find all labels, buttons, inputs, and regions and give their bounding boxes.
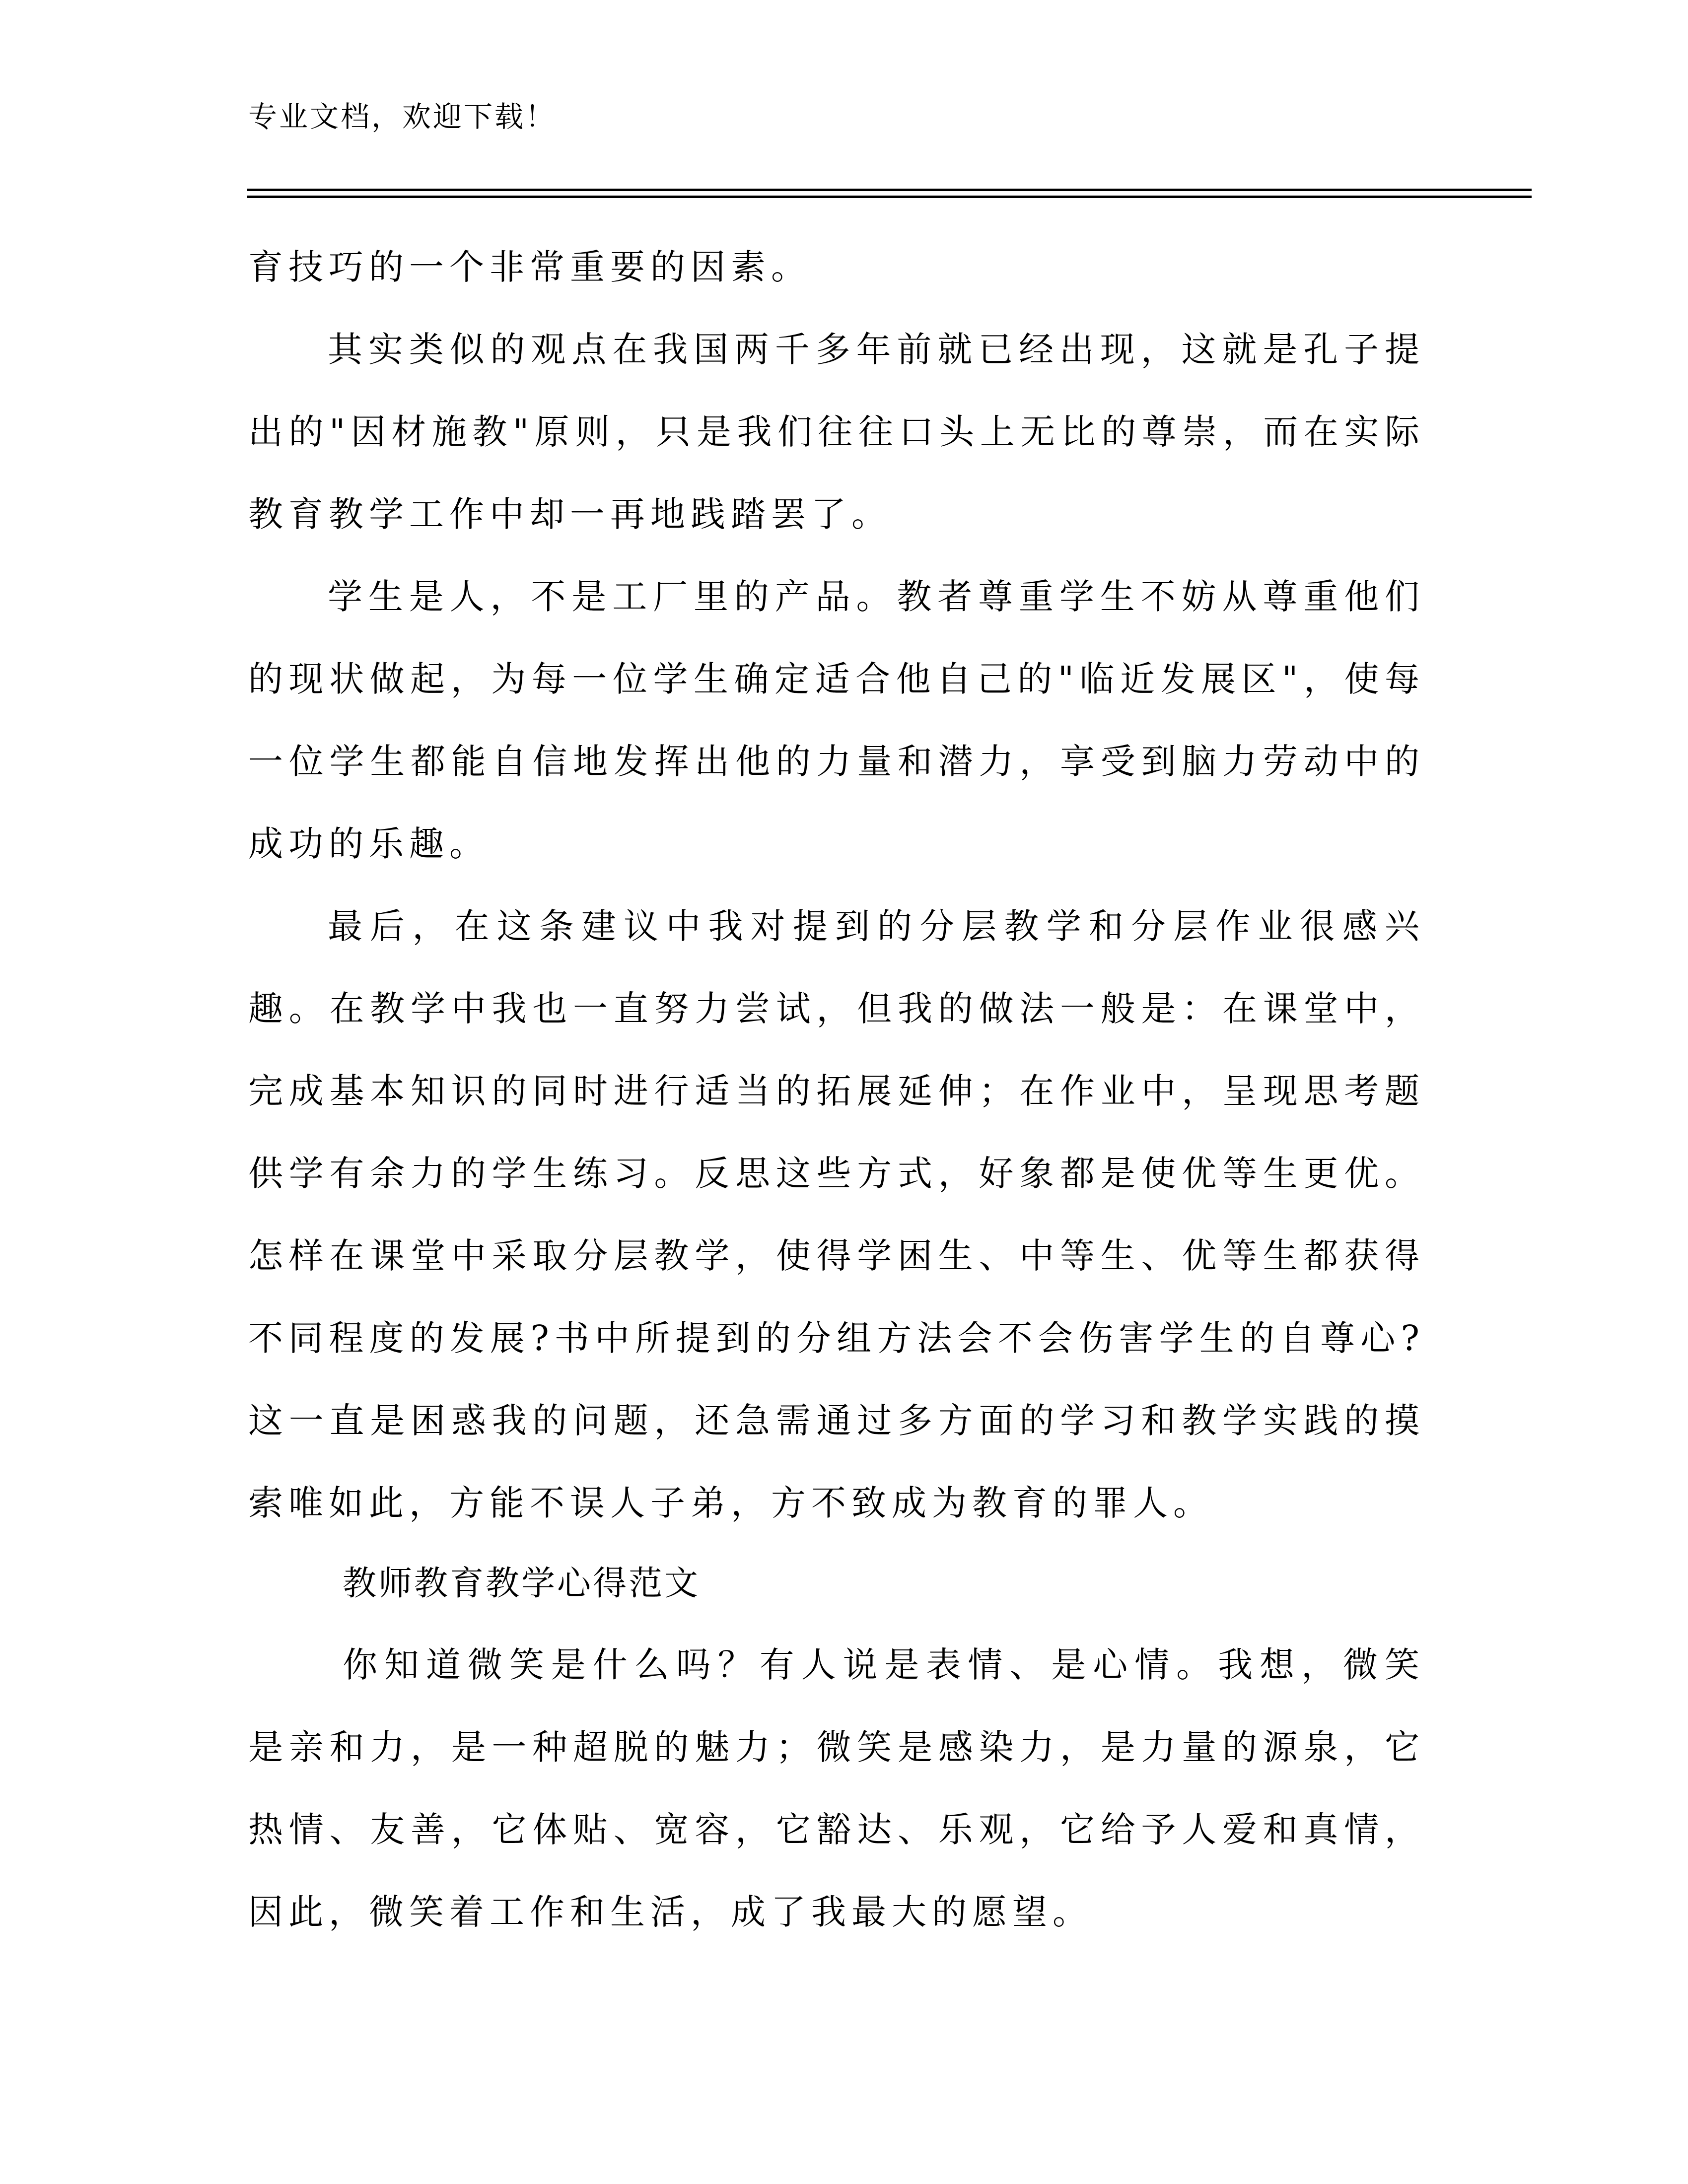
paragraph: 最后，在这条建议中我对提到的分层教学和分层作业很感兴趣。在教学中我也一直努力尝试，但我的做法一般是：在课堂中，完成基本知识的同时进行适当的拓展延伸；在作业中，呈现思考题供学有余力的学生练习。反思这些方式，好象都是使优等生更优。怎样在课堂中采取分层教学，使得学困生、中等生、优等生都获得不同程度的发展?书中所提到的分组方法会不会伤害学生的自尊心?这一直是困惑我的问题，还急需通过多方面的学习和教学实践的摸索唯如此，方能不误人子弟，方不致成为教育的罪人。: [248, 906, 1425, 1523]
paragraph-continued: 育技巧的一个非常重要的因素。: [248, 247, 811, 287]
section-heading: 教师教育教学心得范文: [343, 1564, 701, 1603]
header-rule-bottom: [247, 196, 1532, 198]
header-rule-top: [247, 189, 1532, 191]
paragraph: 学生是人，不是工厂里的产品。教者尊重学生不妨从尊重他们的现状做起，为每一位学生确定适合他自己的"临近发展区"，使每一位学生都能自信地发挥出他的力量和潜力，享受到脑力劳动中的成功的乐趣。: [248, 576, 1425, 864]
document-body: [248, 226, 1425, 1953]
paragraph: 你知道微笑是什么吗？有人说是表情、是心情。我想，微笑是亲和力，是一种超脱的魅力；微笑是感染力，是力量的源泉，它热情、友善，它体贴、宽容，它豁达、乐观，它给予人爱和真情，因此，微笑着工作和生活，成了我最大的愿望。: [248, 1644, 1425, 1932]
page-header: 专业文档，欢迎下载！: [248, 100, 557, 134]
paragraph: 其实类似的观点在我国两千多年前就已经出现，这就是孔子提出的"因材施教"原则，只是我们往往口头上无比的尊崇，而在实际教育教学工作中却一再地践踏罢了。: [248, 329, 1425, 535]
